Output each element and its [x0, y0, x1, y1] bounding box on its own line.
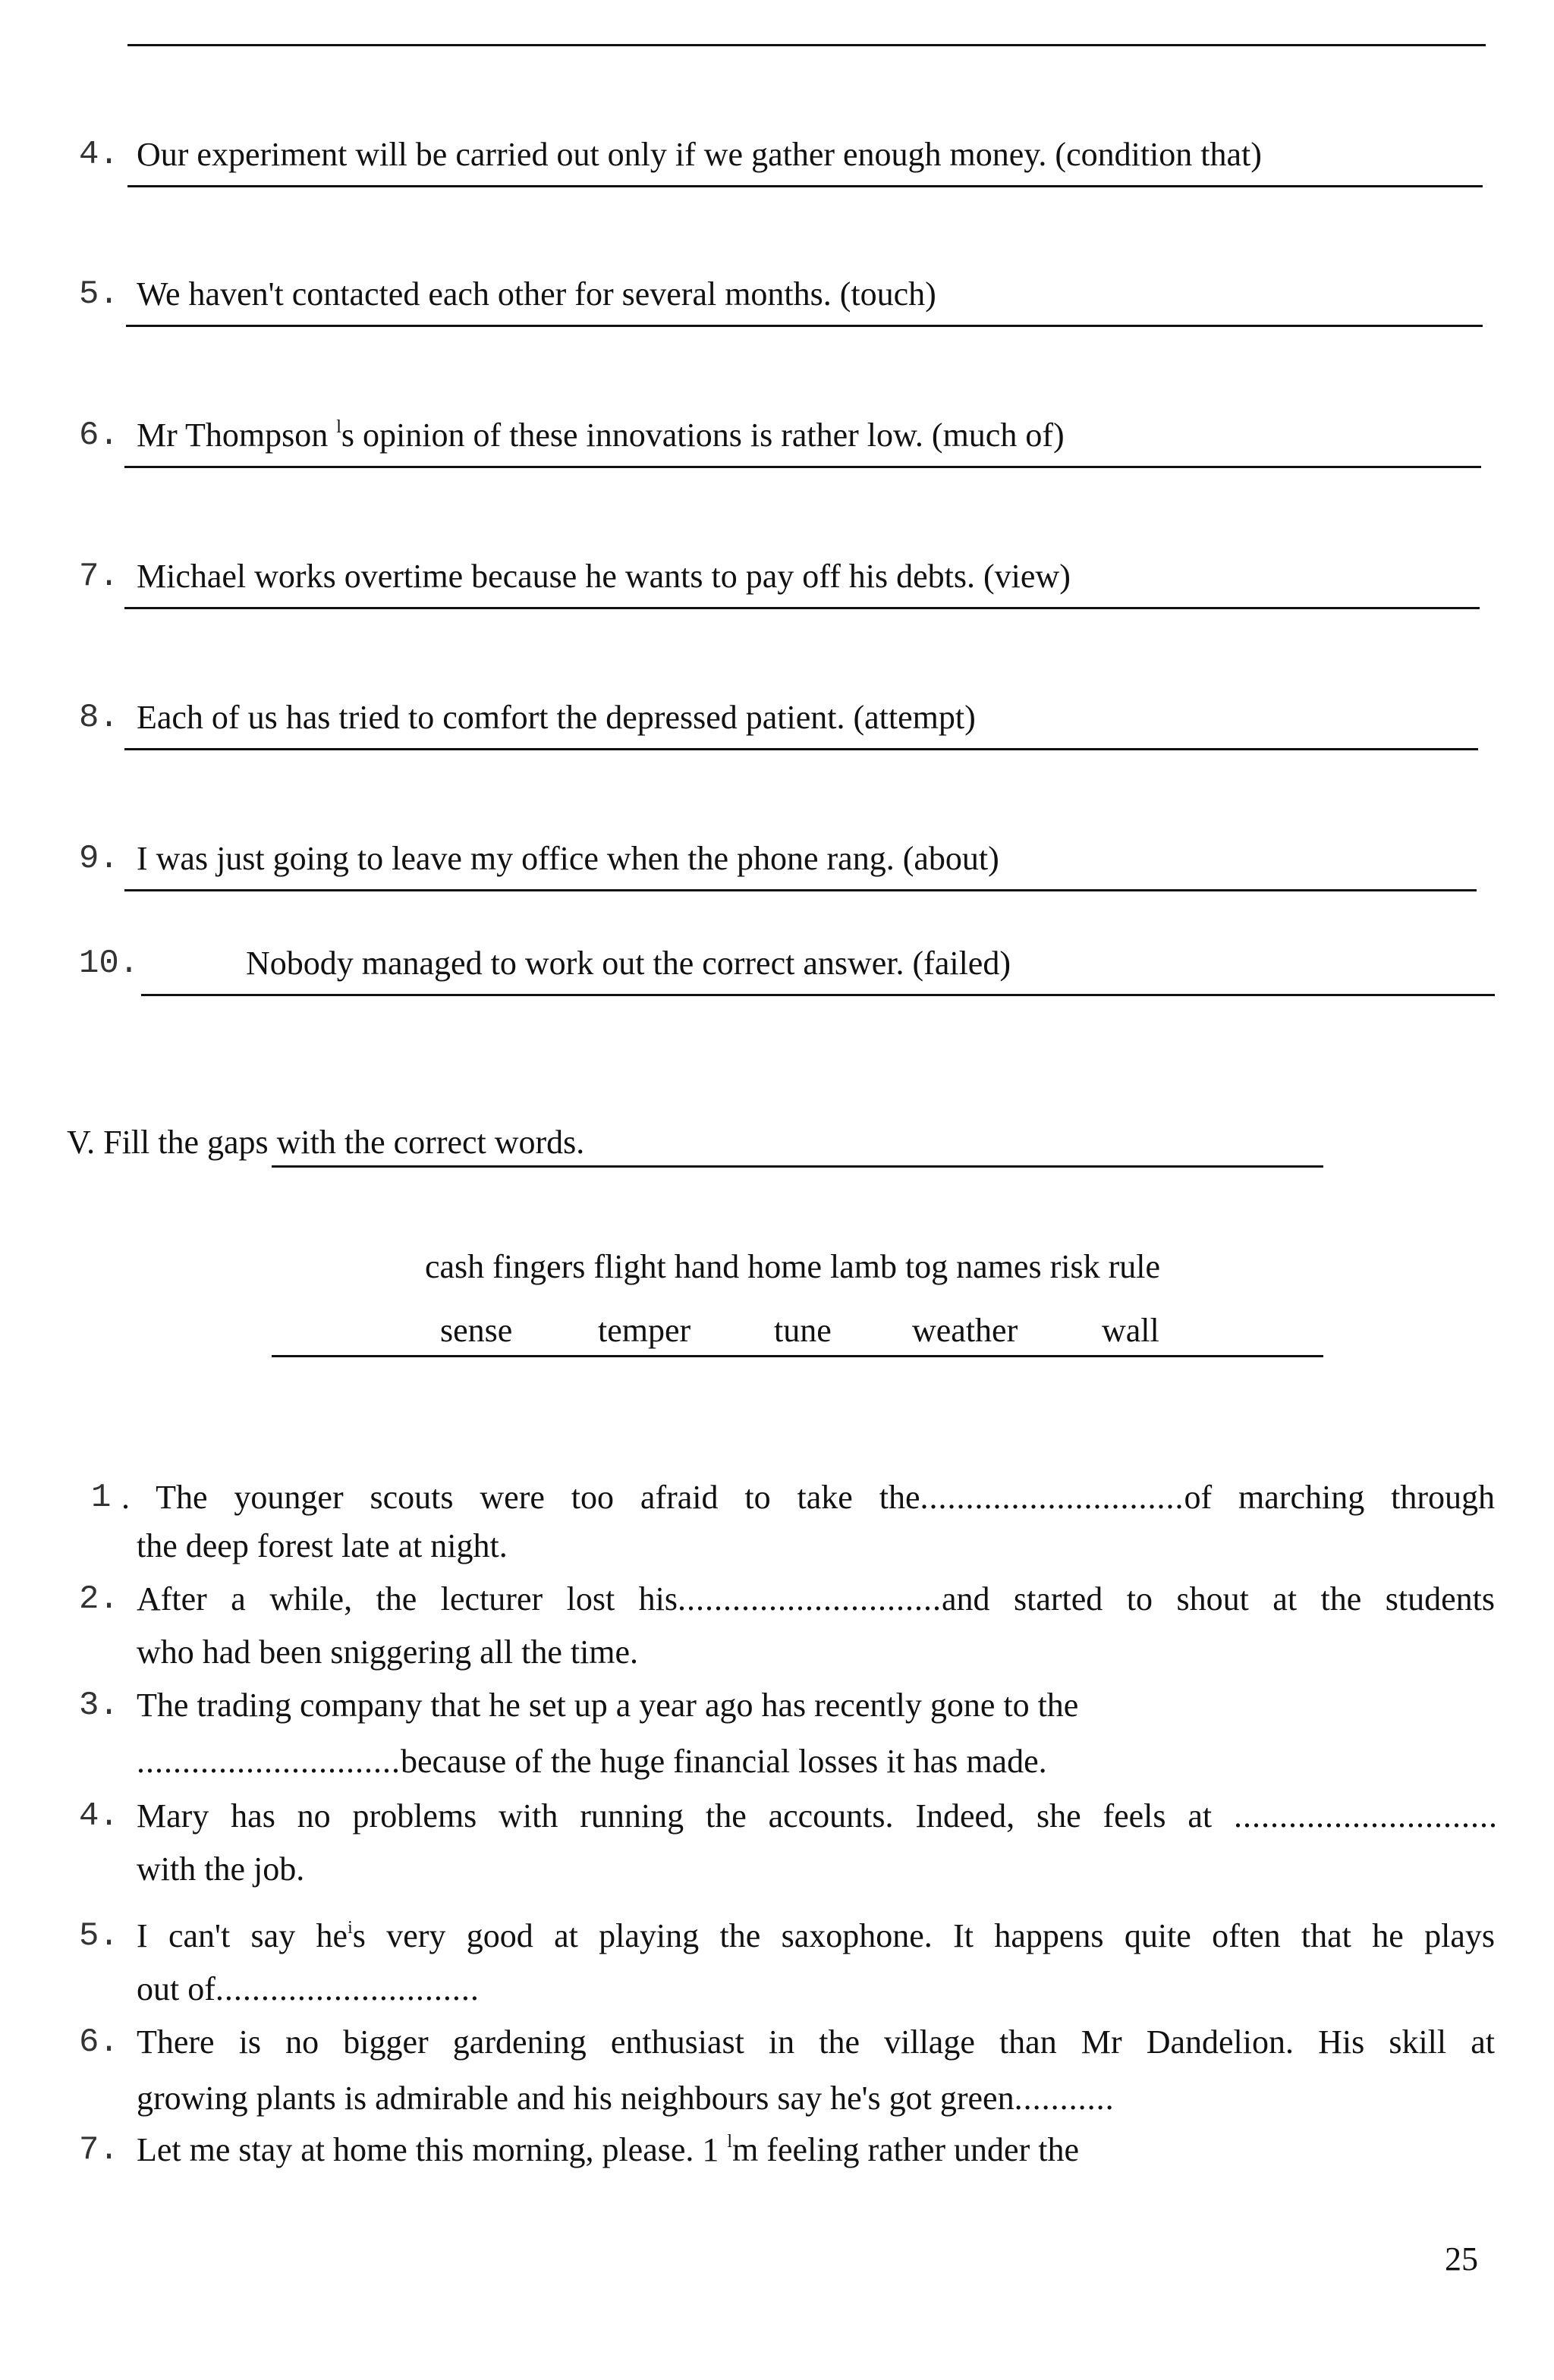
item-text: The trading company that he set up a year ago has recently gone to the	[137, 1687, 1079, 1724]
word-box-top-line	[272, 1165, 1323, 1168]
item-number: 7.	[79, 2131, 119, 2169]
answer-line	[124, 607, 1480, 609]
gap-dots: .............................	[920, 1479, 1184, 1516]
word-box-word: temper	[598, 1312, 691, 1349]
word-box-bottom-line	[272, 1355, 1323, 1357]
word-box-word: sense	[440, 1312, 513, 1349]
answer-line	[124, 466, 1481, 468]
section-heading: V. Fill the gaps with the correct words.	[67, 1124, 585, 1161]
answer-line-top	[127, 44, 1486, 46]
item-number: 4.	[79, 1797, 119, 1835]
item-number: 5.	[79, 275, 119, 313]
answer-line	[124, 889, 1477, 891]
item-text: I can't say $he^is$ very good at playing the saxophone. It happens quite often that he plays	[137, 1917, 1495, 1954]
page-number: 25	[1445, 2240, 1478, 2278]
item-text: Michael works overtime because he wants to pay off his debts. (view)	[137, 558, 1071, 595]
item-text: . The younger scouts were too afraid to take the.............................of marching through	[121, 1479, 1495, 1516]
item-text: growing plants is admirable and his neighbours say he's got green...........	[137, 2080, 1115, 2117]
item-text: Let me stay at home this morning, please. 1 $^l$m feeling rather under the	[137, 2131, 1079, 2168]
answer-line	[126, 325, 1483, 327]
item-number: 6.	[79, 2023, 119, 2061]
gap-dots: .............................	[215, 1970, 480, 2007]
item-number: 6.	[79, 417, 119, 454]
answer-line	[127, 185, 1483, 187]
item-text: I was just going to leave my office when the phone rang. (about)	[137, 840, 999, 877]
gap-dots: .............................	[137, 1743, 401, 1780]
word-box-word: weather	[912, 1312, 1018, 1349]
item-number: 7.	[79, 558, 119, 596]
item-text: Mary has no problems with running the accounts. Indeed, she feels at .............................	[137, 1797, 1498, 1835]
word-box-word: tune	[774, 1312, 832, 1349]
item-text: who had been sniggering all the time.	[137, 1633, 639, 1671]
item-number: 8.	[79, 699, 119, 737]
item-number: 9.	[79, 840, 119, 878]
item-text: with the job.	[137, 1850, 305, 1888]
item-text: Our experiment will be carried out only if we gather enough money. (condition that)	[137, 136, 1262, 173]
item-text: After a while, the lecturer lost his.............................and started to shout at the students	[137, 1580, 1495, 1618]
item-number: 1	[91, 1479, 112, 1517]
word-box-row: cash fingers flight hand home lamb tog names risk rule	[425, 1248, 1160, 1285]
item-number: 4.	[79, 136, 119, 174]
item-number: 10.	[79, 945, 140, 982]
item-number: 5.	[79, 1917, 119, 1955]
item-text: Nobody managed to work out the correct answer. (failed)	[246, 945, 1011, 982]
gap-dots: .............................	[1234, 1797, 1498, 1835]
item-text: Mr Thompson $^l$s opinion of these innovations is rather low. (much of)	[137, 417, 1065, 454]
gap-dots: ...........	[1014, 2080, 1115, 2117]
word-box-word: wall	[1102, 1312, 1159, 1349]
item-text: .............................because of the huge financial losses it has made.	[137, 1743, 1047, 1780]
item-text: the deep forest late at night.	[137, 1527, 508, 1564]
answer-line	[124, 748, 1478, 750]
gap-dots: .............................	[678, 1580, 942, 1618]
item-number: 3.	[79, 1687, 119, 1724]
answer-line	[141, 994, 1495, 996]
item-text: We haven't contacted each other for several months. (touch)	[137, 275, 936, 313]
item-text: Each of us has tried to comfort the depressed patient. (attempt)	[137, 699, 976, 736]
item-text: out of.............................	[137, 1970, 480, 2007]
item-text: There is no bigger gardening enthusiast in the village than Mr Dandelion. His skill at	[137, 2023, 1495, 2061]
item-number: 2.	[79, 1580, 119, 1618]
